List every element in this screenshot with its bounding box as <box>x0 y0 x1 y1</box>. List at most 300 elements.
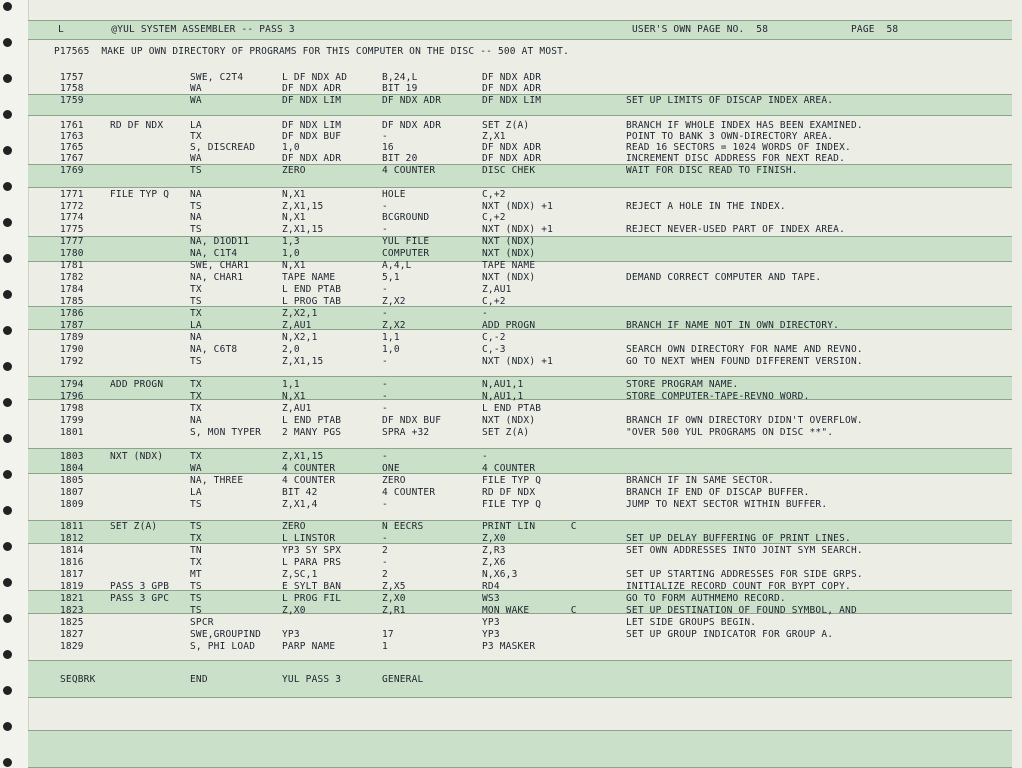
row-num: 1829 <box>60 641 84 652</box>
row-a1: N,X1 <box>282 391 306 402</box>
listing-row <box>28 451 1012 463</box>
row-a1: L DF NDX AD <box>282 72 348 83</box>
listing-row <box>28 95 1012 107</box>
row-a1: Z,X1,4 <box>282 499 318 510</box>
row-a1: 1,1 <box>282 379 300 390</box>
row-a3: N,X6,3 <box>482 569 518 580</box>
row-op: LA <box>190 120 202 131</box>
listing-subtitle <box>28 46 1012 58</box>
row-a3: NXT (NDX) +1 <box>482 356 554 367</box>
listing-row <box>28 593 1012 605</box>
row-num: 1812 <box>60 533 84 544</box>
row-a1: L END PTAB <box>282 284 342 295</box>
row-a1: YP3 <box>282 629 300 640</box>
row-a2: 1,1 <box>382 332 400 343</box>
row-a1: L END PTAB <box>282 415 342 426</box>
row-op: TS <box>190 165 202 176</box>
row-a3: NXT (NDX) <box>482 272 536 283</box>
row-a3: RD4 <box>482 581 500 592</box>
row-a2: - <box>382 308 388 319</box>
page-number: PAGE 58 <box>851 24 899 35</box>
row-cm: "OVER 500 YUL PROGRAMS ON DISC **". <box>626 427 834 438</box>
row-num: 1801 <box>60 427 84 438</box>
row-op: SWE, C2T4 <box>190 72 244 83</box>
green-bar <box>28 730 1012 768</box>
row-a1: DF NDX LIM <box>282 120 342 131</box>
row-a1: E SYLT BAN <box>282 581 342 592</box>
row-a2: Z,R1 <box>382 605 406 616</box>
row-num: 1774 <box>60 212 84 223</box>
row-a2: BIT 19 <box>382 83 418 94</box>
footer-label: SEQBRK <box>60 674 96 685</box>
row-a3: L END PTAB <box>482 403 542 414</box>
row-a2: - <box>382 131 388 142</box>
row-a2: Z,X2 <box>382 296 406 307</box>
row-op: NA, C1T4 <box>190 248 238 259</box>
row-a2: SPRA +32 <box>382 427 430 438</box>
row-a2: - <box>382 557 388 568</box>
row-num: 1816 <box>60 557 84 568</box>
row-cm: SEARCH OWN DIRECTORY FOR NAME AND REVNO. <box>626 344 863 355</box>
row-num: 1769 <box>60 165 84 176</box>
row-a1: 4 COUNTER <box>282 475 336 486</box>
row-op: TS <box>190 499 202 510</box>
row-cm: REJECT A HOLE IN THE INDEX. <box>626 201 786 212</box>
row-a3: SET Z(A) <box>482 427 530 438</box>
row-op: WA <box>190 153 202 164</box>
row-a2: B,24,L <box>382 72 418 83</box>
row-op: TX <box>190 131 202 142</box>
row-a1: 2,0 <box>282 344 300 355</box>
row-a2: Z,X0 <box>382 593 406 604</box>
row-a1: 1,3 <box>282 236 300 247</box>
listing-row <box>28 332 1012 344</box>
listing-row <box>28 391 1012 403</box>
row-a3: C,-3 <box>482 344 506 355</box>
row-a1: Z,SC,1 <box>282 569 318 580</box>
row-a3: WS3 <box>482 593 500 604</box>
row-num: 1817 <box>60 569 84 580</box>
user-page-number: USER'S OWN PAGE NO. 58 <box>632 24 769 35</box>
feed-hole <box>3 362 12 371</box>
row-cm: GO TO NEXT WHEN FOUND DIFFERENT VERSION. <box>626 356 863 367</box>
row-op: LA <box>190 320 202 331</box>
row-op: NA <box>190 212 202 223</box>
row-a3: YP3 <box>482 629 500 640</box>
listing-row <box>28 212 1012 224</box>
row-num: 1765 <box>60 142 84 153</box>
row-cm: SET UP GROUP INDICATOR FOR GROUP A. <box>626 629 834 640</box>
listing-row <box>28 284 1012 296</box>
row-a3: PRINT LIN C <box>482 521 577 532</box>
row-a3: Z,R3 <box>482 545 506 556</box>
row-a1: N,X1 <box>282 212 306 223</box>
row-a3: Z,X1 <box>482 131 506 142</box>
program-description: P17565 MAKE UP OWN DIRECTORY OF PROGRAMS FOR THIS COMPUTER ON THE DISC -- 500 AT MOST. <box>54 46 569 57</box>
row-cm: STORE PROGRAM NAME. <box>626 379 739 390</box>
feed-hole <box>3 398 12 407</box>
row-a1: Z,AU1 <box>282 403 312 414</box>
row-cm: LET SIDE GROUPS BEGIN. <box>626 617 757 628</box>
footer-a1: YUL PASS 3 <box>282 674 342 685</box>
row-a2: BCGROUND <box>382 212 430 223</box>
row-a2: ZERO <box>382 475 406 486</box>
row-op: TN <box>190 545 202 556</box>
row-num: 1809 <box>60 499 84 510</box>
feed-hole <box>3 218 12 227</box>
row-a3: FILE TYP Q <box>482 475 542 486</box>
feed-hole <box>3 254 12 263</box>
row-a3: MON WAKE C <box>482 605 577 616</box>
feed-hole <box>3 146 12 155</box>
row-a1: 2 MANY PGS <box>282 427 342 438</box>
row-a2: 2 <box>382 569 388 580</box>
row-num: 1777 <box>60 236 84 247</box>
row-a2: YUL FILE <box>382 236 430 247</box>
row-cm: BRANCH IF WHOLE INDEX HAS BEEN EXAMINED. <box>626 120 863 131</box>
row-num: 1781 <box>60 260 84 271</box>
row-label: NXT (NDX) <box>110 451 164 462</box>
row-a3: YP3 <box>482 617 500 628</box>
row-op: TS <box>190 581 202 592</box>
row-a3: NXT (NDX) +1 <box>482 224 554 235</box>
row-op: WA <box>190 83 202 94</box>
row-a2: Z,X2 <box>382 320 406 331</box>
row-num: 1789 <box>60 332 84 343</box>
row-op: MT <box>190 569 202 580</box>
row-a3: DF NDX ADR <box>482 72 542 83</box>
row-label: SET Z(A) <box>110 521 158 532</box>
row-a3: ADD PROGN <box>482 320 536 331</box>
listing-row <box>28 557 1012 569</box>
row-a1: Z,X1,15 <box>282 224 324 235</box>
row-cm: BRANCH IF END OF DISCAP BUFFER. <box>626 487 810 498</box>
feed-hole <box>3 542 12 551</box>
row-a2: BIT 20 <box>382 153 418 164</box>
feed-hole <box>3 578 12 587</box>
row-op: TS <box>190 296 202 307</box>
row-op: TX <box>190 533 202 544</box>
feed-hole <box>3 758 12 767</box>
row-a2: - <box>382 451 388 462</box>
row-cm: SET UP DELAY BUFFERING OF PRINT LINES. <box>626 533 851 544</box>
row-a1: ZERO <box>282 521 306 532</box>
row-label: FILE TYP Q <box>110 189 170 200</box>
row-a1: Z,X1,15 <box>282 201 324 212</box>
row-a3: P3 MASKER <box>482 641 536 652</box>
row-a3: TAPE NAME <box>482 260 536 271</box>
row-op: TS <box>190 605 202 616</box>
row-cm: POINT TO BANK 3 OWN-DIRECTORY AREA. <box>626 131 834 142</box>
row-a2: 4 COUNTER <box>382 165 436 176</box>
feed-hole <box>3 38 12 47</box>
row-op: TS <box>190 201 202 212</box>
row-op: TX <box>190 308 202 319</box>
row-a2: DF NDX ADR <box>382 95 442 106</box>
row-cm: DEMAND CORRECT COMPUTER AND TAPE. <box>626 272 822 283</box>
row-a1: L PROG TAB <box>282 296 342 307</box>
footer-a2: GENERAL <box>382 674 424 685</box>
row-cm: READ 16 SECTORS = 1024 WORDS OF INDEX. <box>626 142 851 153</box>
row-a1: DF NDX LIM <box>282 95 342 106</box>
row-a1: 4 COUNTER <box>282 463 336 474</box>
row-op: NA <box>190 415 202 426</box>
row-num: 1804 <box>60 463 84 474</box>
assembler-title: L @YUL SYSTEM ASSEMBLER -- PASS 3 <box>58 24 295 35</box>
feed-hole <box>3 434 12 443</box>
row-label: PASS 3 GPB <box>110 581 170 592</box>
row-cm: INITIALIZE RECORD COUNT FOR BYPT COPY. <box>626 581 851 592</box>
row-a2: - <box>382 201 388 212</box>
row-op: WA <box>190 463 202 474</box>
row-a2: - <box>382 391 388 402</box>
row-a1: Z,X2,1 <box>282 308 318 319</box>
listing-row <box>28 545 1012 557</box>
row-a2: 4 COUNTER <box>382 487 436 498</box>
row-num: 1792 <box>60 356 84 367</box>
row-a3: 4 COUNTER <box>482 463 536 474</box>
row-op: TS <box>190 356 202 367</box>
row-num: 1780 <box>60 248 84 259</box>
row-a3: DF NDX ADR <box>482 83 542 94</box>
row-op: NA, C6T8 <box>190 344 238 355</box>
row-a1: BIT 42 <box>282 487 318 498</box>
listing-row <box>28 296 1012 308</box>
row-num: 1771 <box>60 189 84 200</box>
row-a3: N,AU1,1 <box>482 379 524 390</box>
row-a1: DF NDX ADR <box>282 153 342 164</box>
row-a2: ONE <box>382 463 400 474</box>
row-a3: DF NDX LIM <box>482 95 542 106</box>
feed-hole <box>3 182 12 191</box>
listing-row <box>28 427 1012 439</box>
row-a3: Z,X6 <box>482 557 506 568</box>
listing-row <box>28 581 1012 593</box>
row-a3: - <box>482 308 488 319</box>
row-op: LA <box>190 487 202 498</box>
row-a3: DF NDX ADR <box>482 142 542 153</box>
listing-row <box>28 403 1012 415</box>
row-a3: DISC CHEK <box>482 165 536 176</box>
row-num: 1763 <box>60 131 84 142</box>
listing-row <box>28 344 1012 356</box>
listing-row <box>28 165 1012 177</box>
row-a1: Z,X1,15 <box>282 451 324 462</box>
row-cm: SET UP DESTINATION OF FOUND SYMBOL, AND <box>626 605 857 616</box>
feed-hole <box>3 470 12 479</box>
listing-row <box>28 521 1012 533</box>
row-op: TS <box>190 521 202 532</box>
row-num: 1772 <box>60 201 84 212</box>
row-op: TS <box>190 224 202 235</box>
row-cm: SET UP STARTING ADDRESSES FOR SIDE GRPS. <box>626 569 863 580</box>
row-a2: N EECRS <box>382 521 424 532</box>
row-cm: INCREMENT DISC ADDRESS FOR NEXT READ. <box>626 153 846 164</box>
row-op: TX <box>190 284 202 295</box>
row-num: 1787 <box>60 320 84 331</box>
row-cm: BRANCH IF OWN DIRECTORY DIDN'T OVERFLOW. <box>626 415 863 426</box>
row-a1: DF NDX BUF <box>282 131 342 142</box>
row-cm: STORE COMPUTER-TAPE-REVNO WORD. <box>626 391 810 402</box>
row-a1: N,X2,1 <box>282 332 318 343</box>
listing-row <box>28 463 1012 475</box>
row-a2: 2 <box>382 545 388 556</box>
feed-hole <box>3 290 12 299</box>
listing-row <box>28 379 1012 391</box>
feed-hole <box>3 614 12 623</box>
row-num: 1823 <box>60 605 84 616</box>
feed-hole <box>3 650 12 659</box>
row-a3: RD DF NDX <box>482 487 536 498</box>
row-a1: Z,AU1 <box>282 320 312 331</box>
row-op: NA, THREE <box>190 475 244 486</box>
row-op: WA <box>190 95 202 106</box>
row-num: 1785 <box>60 296 84 307</box>
row-cm: WAIT FOR DISC READ TO FINISH. <box>626 165 798 176</box>
row-num: 1767 <box>60 153 84 164</box>
listing-row <box>28 320 1012 332</box>
row-a2: Z,X5 <box>382 581 406 592</box>
row-cm: SET UP LIMITS OF DISCAP INDEX AREA. <box>626 95 834 106</box>
row-cm: BRANCH IF NAME NOT IN OWN DIRECTORY. <box>626 320 840 331</box>
row-a2: 16 <box>382 142 394 153</box>
row-a1: N,X1 <box>282 260 306 271</box>
row-num: 1790 <box>60 344 84 355</box>
row-a3: DF NDX ADR <box>482 153 542 164</box>
feed-hole <box>3 722 12 731</box>
row-a3: SET Z(A) <box>482 120 530 131</box>
row-a3: C,-2 <box>482 332 506 343</box>
row-op: NA <box>190 332 202 343</box>
row-op: TX <box>190 557 202 568</box>
row-a2: COMPUTER <box>382 248 430 259</box>
row-op: TX <box>190 379 202 390</box>
row-num: 1803 <box>60 451 84 462</box>
row-cm: REJECT NEVER-USED PART OF INDEX AREA. <box>626 224 846 235</box>
row-num: 1811 <box>60 521 84 532</box>
row-a2: HOLE <box>382 189 406 200</box>
feed-hole <box>3 686 12 695</box>
row-a2: 1,0 <box>382 344 400 355</box>
row-a3: - <box>482 451 488 462</box>
listing-row <box>28 605 1012 617</box>
row-a2: - <box>382 379 388 390</box>
row-a1: Z,X0 <box>282 605 306 616</box>
row-op: S, PHI LOAD <box>190 641 256 652</box>
row-num: 1757 <box>60 72 84 83</box>
listing-row <box>28 641 1012 653</box>
row-num: 1825 <box>60 617 84 628</box>
row-num: 1807 <box>60 487 84 498</box>
listing-row <box>28 308 1012 320</box>
feed-hole <box>3 74 12 83</box>
row-num: 1798 <box>60 403 84 414</box>
row-a1: 1,0 <box>282 142 300 153</box>
listing-row <box>28 224 1012 236</box>
row-op: NA, CHAR1 <box>190 272 244 283</box>
row-a1: YP3 SY SPX <box>282 545 342 556</box>
row-num: 1775 <box>60 224 84 235</box>
row-a1: 1,0 <box>282 248 300 259</box>
row-cm: GO TO FORM AUTHMEMO RECORD. <box>626 593 786 604</box>
row-label: PASS 3 GPC <box>110 593 170 604</box>
listing-row <box>28 153 1012 165</box>
row-a2: DF NDX ADR <box>382 120 442 131</box>
feed-hole <box>3 326 12 335</box>
row-num: 1814 <box>60 545 84 556</box>
row-a3: N,AU1,1 <box>482 391 524 402</box>
listing-row <box>28 272 1012 284</box>
row-a2: 5,1 <box>382 272 400 283</box>
row-num: 1786 <box>60 308 84 319</box>
row-a3: NXT (NDX) <box>482 236 536 247</box>
listing-row <box>28 83 1012 95</box>
row-a2: DF NDX BUF <box>382 415 442 426</box>
listing-row <box>28 475 1012 487</box>
row-a2: 1 <box>382 641 388 652</box>
row-a2: - <box>382 499 388 510</box>
row-op: S, MON TYPER <box>190 427 262 438</box>
row-a3: C,+2 <box>482 296 506 307</box>
row-op: S, DISCREAD <box>190 142 256 153</box>
row-a2: A,4,L <box>382 260 412 271</box>
row-op: SWE, CHAR1 <box>190 260 250 271</box>
row-num: 1827 <box>60 629 84 640</box>
row-num: 1782 <box>60 272 84 283</box>
row-a1: L LINSTOR <box>282 533 336 544</box>
row-op: TX <box>190 451 202 462</box>
row-op: NA, D1OD11 <box>190 236 250 247</box>
listing-row <box>28 260 1012 272</box>
row-op: TX <box>190 403 202 414</box>
row-a1: Z,X1,15 <box>282 356 324 367</box>
feed-hole <box>3 2 12 11</box>
row-a3: NXT (NDX) <box>482 415 536 426</box>
row-op: SWE,GROUPIND <box>190 629 262 640</box>
row-label: RD DF NDX <box>110 120 164 131</box>
listing-row <box>28 617 1012 629</box>
listing-row <box>28 248 1012 260</box>
feed-hole <box>3 506 12 515</box>
row-num: 1761 <box>60 120 84 131</box>
listing-row <box>28 356 1012 368</box>
row-a3: Z,X0 <box>482 533 506 544</box>
tractor-feed-margin <box>0 0 29 768</box>
row-a1: L PROG FIL <box>282 593 342 604</box>
footer-op: END <box>190 674 208 685</box>
row-a2: - <box>382 533 388 544</box>
row-num: 1758 <box>60 83 84 94</box>
listing-header <box>28 24 1012 36</box>
row-a2: - <box>382 284 388 295</box>
row-a3: C,+2 <box>482 189 506 200</box>
listing-row <box>28 533 1012 545</box>
row-a3: FILE TYP Q <box>482 499 542 510</box>
listing-row <box>28 569 1012 581</box>
row-num: 1759 <box>60 95 84 106</box>
row-a3: NXT (NDX) <box>482 248 536 259</box>
listing-row <box>28 189 1012 201</box>
row-num: 1819 <box>60 581 84 592</box>
row-a2: - <box>382 224 388 235</box>
listing-row <box>28 487 1012 499</box>
row-num: 1821 <box>60 593 84 604</box>
row-num: 1805 <box>60 475 84 486</box>
row-a2: - <box>382 356 388 367</box>
row-a1: L PARA PRS <box>282 557 342 568</box>
row-op: SPCR <box>190 617 214 628</box>
row-op: NA <box>190 189 202 200</box>
